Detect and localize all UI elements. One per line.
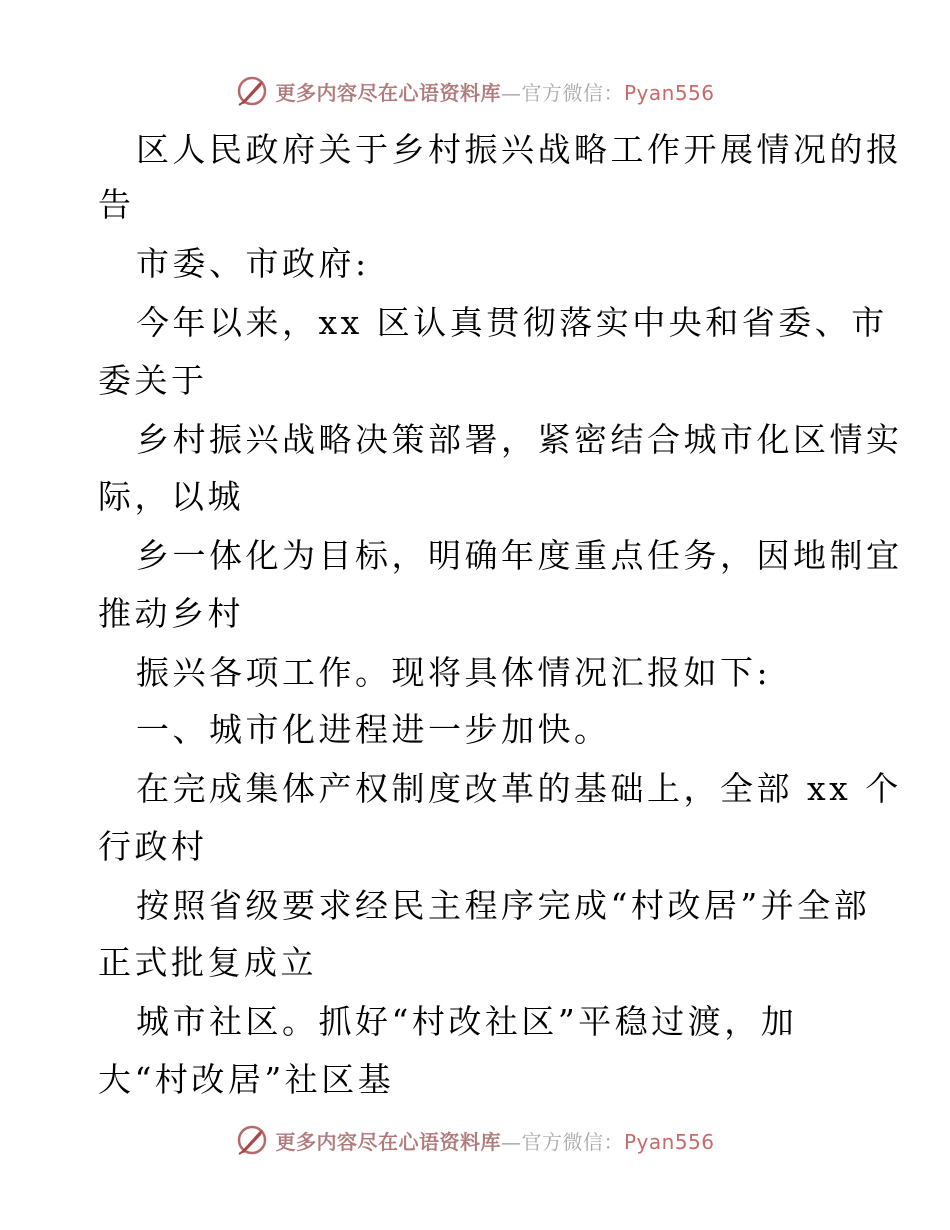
- doc-salutation: 市委、市政府:: [136, 244, 370, 283]
- watermark-wechat-label: 官方微信：: [521, 80, 624, 105]
- watermark-footer: [0, 1120, 950, 1160]
- quill-pen-logo-icon: [235, 1123, 269, 1157]
- doc-paragraph-line: 今年以来，xx 区认真贯彻落实中央和省委、市: [136, 303, 888, 342]
- doc-paragraph-line: 大“村改居”社区基: [98, 1060, 395, 1099]
- watermark-wechat-label: 官方微信：: [521, 1129, 624, 1154]
- doc-paragraph-line: 在完成集体产权制度改革的基础上，全部 xx 个: [136, 769, 902, 808]
- watermark-header: [0, 71, 950, 111]
- doc-paragraph-line: 际，以城: [98, 477, 244, 516]
- doc-section-heading: 一、城市化进程进一步加快。: [136, 710, 611, 749]
- watermark-wechat-id: Pyan556: [623, 1129, 715, 1154]
- doc-paragraph-line: 推动乡村: [98, 594, 244, 633]
- watermark-wechat-id: Pyan556: [623, 80, 715, 105]
- doc-paragraph-line: 正式批复成立: [98, 943, 317, 982]
- watermark-dash: —: [500, 1129, 522, 1154]
- doc-paragraph-line: 乡村振兴战略决策部署，紧密结合城市化区情实: [136, 420, 903, 459]
- doc-paragraph-line: 振兴各项工作。现将具体情况汇报如下:: [136, 653, 772, 692]
- watermark-main-text: 更多内容尽在心语资料库: [275, 80, 501, 105]
- doc-title-line-1: 区人民政府关于乡村振兴战略工作开展情况的报: [136, 130, 903, 169]
- watermark-main-text: 更多内容尽在心语资料库: [275, 1129, 501, 1154]
- watermark-dash: —: [500, 80, 522, 105]
- doc-paragraph-line: 乡一体化为目标，明确年度重点任务，因地制宜: [136, 536, 903, 575]
- doc-paragraph-line: 按照省级要求经民主程序完成“村改居”并全部: [136, 886, 871, 925]
- doc-paragraph-line: 城市社区。抓好“村改社区”平稳过渡，加: [136, 1002, 798, 1041]
- quill-pen-logo-icon: [235, 74, 269, 108]
- doc-title-line-2: 告: [98, 185, 135, 224]
- doc-paragraph-line: 委关于: [98, 361, 208, 400]
- doc-paragraph-line: 行政村: [98, 827, 208, 866]
